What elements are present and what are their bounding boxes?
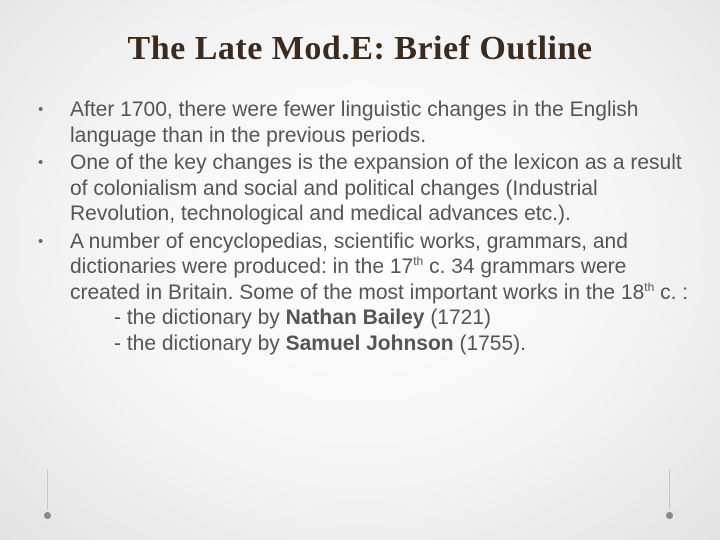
sub-item-year: (1721) [424, 306, 492, 329]
bullet-text: After 1700, there were fewer linguistic changes in the English language than in the previous periods. [70, 98, 639, 147]
bullet-dot-icon: • [38, 232, 44, 250]
bullet-item [38, 229, 698, 357]
bullet-list [38, 97, 698, 358]
bullet-dot-icon: • [38, 101, 44, 118]
bullet-text [70, 230, 688, 304]
bullet-text: One of the key changes is the expansion of the lexicon as a result of colonialism and social and political changes (Industrial Revolution, technological and medical advances etc.). [70, 151, 682, 225]
author-name: Samuel Johnson [285, 331, 454, 355]
right-dot-ornament-icon [666, 512, 673, 519]
bullet-text-part: c. 34 grammars were created in Britain. Some of the most important works in the 18 [70, 255, 645, 304]
bullet-dot-icon: • [38, 154, 44, 171]
left-dot-ornament-icon [44, 512, 51, 519]
sub-item-johnson [70, 331, 698, 357]
bullet-text-part: c. : [654, 280, 689, 304]
sub-item-prefix: - the dictionary by [114, 306, 286, 329]
author-name: Nathan Bailey [285, 306, 425, 329]
superscript: th [644, 279, 655, 294]
sub-item-prefix: - the dictionary by [114, 331, 286, 355]
right-ornament-line [669, 470, 670, 510]
slide-title: The Late Mod.E: Brief Outline [127, 30, 593, 67]
sub-item-bailey [70, 305, 698, 331]
bullet-item [38, 150, 698, 227]
bullet-item [38, 97, 698, 148]
bullet-text-part: A number of encyclopedias, scientific works, grammars, and dictionaries were produced: in the 17 [70, 229, 628, 278]
left-ornament-line [47, 470, 48, 510]
superscript: th [413, 254, 424, 268]
sub-item-year: (1755). [453, 331, 526, 355]
